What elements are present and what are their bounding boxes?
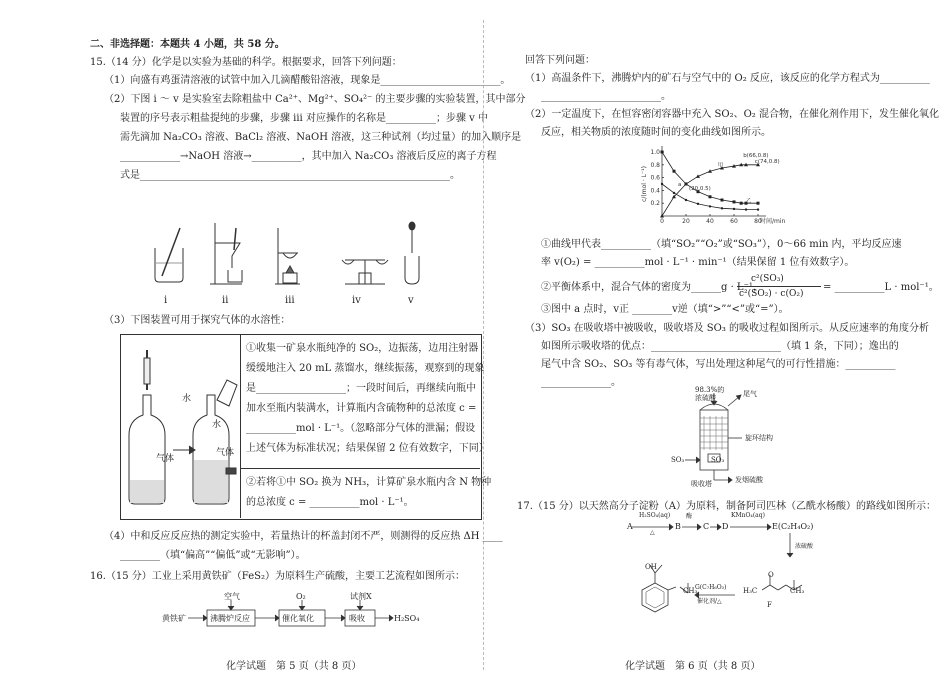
chart-y-tick-label: 1.0 bbox=[650, 149, 660, 156]
route-delta: △ bbox=[650, 529, 655, 536]
bottle-label-gas: 气体 bbox=[156, 454, 175, 464]
bottle-label-water: 水 bbox=[182, 394, 192, 404]
right-page bbox=[485, 0, 950, 688]
q16-part2-line2: 反应，相关物质的浓度随时间的变化曲线如图所示。 bbox=[541, 127, 771, 138]
q16-part3-line1: （3）SO₃ 在吸收塔中被吸收，吸收塔及 SO₃ 的吸收过程如图所示。从反应速率的角度分析 bbox=[525, 323, 930, 334]
box-line-4: 加水至瓶内装满水，计算瓶内含硫物种的总浓度 c = bbox=[246, 403, 477, 414]
chart-annotation: c(74,0.8) bbox=[754, 158, 780, 165]
chart-point bbox=[757, 202, 760, 205]
route-ch3: CH₃ bbox=[683, 587, 698, 595]
chart-point bbox=[673, 192, 675, 194]
flow-o2: O₂ bbox=[296, 592, 306, 601]
chart-annotation: b(66,0.8) bbox=[743, 152, 769, 159]
apparatus-label-2: ⅱ bbox=[222, 295, 229, 306]
q16-part2-a-line2: 率 v(O₂) = __________mol · L⁻¹ · min⁻¹（结果保留 1 位有效数字）。 bbox=[541, 257, 855, 268]
chart-y-tick-label: 0.6 bbox=[650, 174, 660, 182]
route-d: D bbox=[722, 522, 729, 531]
q15-part4-line1: （4）中和反应反应热的测定实验中，若量热计的杯盖封闭不严，则测得的反应热 ΔH ____ bbox=[104, 531, 503, 542]
route-r6: 催化剂/△ bbox=[697, 598, 722, 605]
q16-part2-b: ②平衡体系中，混合气体的密度为______g · L⁻¹， bbox=[541, 282, 763, 293]
page-footer-right: 化学试题 第 6 页（共 8 页） bbox=[625, 661, 761, 672]
q16-part1: （1）高温条件下，沸腾炉内的矿石与空气中的 O₂ 反应，该反应的化学方程式为__________ bbox=[525, 73, 930, 84]
bottle-label-gas2: 气体 bbox=[216, 448, 235, 458]
tower-label-so3-inner: SO₃ bbox=[711, 456, 725, 464]
q16-part3-line2: 如图所示吸收塔的优点：__________________________（填 1 条，下同）；逸出的 bbox=[541, 341, 899, 352]
chart-point bbox=[721, 207, 723, 209]
q16-part2-a-line1: ①曲线甲代表__________（填“SO₂”“O₂”或“SO₃”），0～66 min 内，平均反应速 bbox=[541, 239, 902, 250]
route-b: B bbox=[675, 522, 681, 531]
chart-point bbox=[709, 195, 712, 198]
chart-point bbox=[685, 199, 687, 201]
tower-label-bottom: 吸收塔 bbox=[691, 480, 712, 488]
chart-y-tick-label: 0.8 bbox=[650, 161, 660, 169]
tower-label-top2: 浓硫酸 bbox=[695, 394, 716, 402]
apparatus-label-4: ⅳ bbox=[352, 295, 361, 306]
flow-box1: 沸腾炉反应 bbox=[210, 614, 250, 623]
chart-point bbox=[661, 151, 664, 154]
q15-part2-line1: （2）下图 ⅰ ～ ⅴ 是实验室去除粗盐中 Ca²⁺、Mg²⁺、SO₄²⁻ 的主要步骤的实验装置，其中部分 bbox=[104, 94, 526, 105]
route-oh: OH bbox=[645, 563, 657, 571]
q16-part3-line4: ______________。 bbox=[541, 377, 621, 388]
tower-label-spiral: 旋环结构 bbox=[745, 434, 773, 442]
route-a: A bbox=[627, 522, 633, 531]
chart-y-label: c/(mol · L⁻¹) bbox=[641, 166, 648, 202]
q17-intro: 17.（15 分）以天然高分子淀粉（A）为原料，制备阿司匹林（乙酰水杨酸）的路线如图所示： bbox=[517, 501, 937, 512]
tower-label-top: 98.3%的 bbox=[695, 386, 725, 394]
chart-point bbox=[709, 205, 711, 207]
chart-x-tick-label: 20 bbox=[682, 218, 690, 225]
q15-part2-line4: ____________→NaOH 溶液→__________，其中加入 Na₂CO₃ 溶液后反应的离子方程 bbox=[120, 151, 497, 162]
chart-annotation: (20,0.5) bbox=[689, 186, 711, 192]
box-line-1: ①收集一矿泉水瓶纯净的 SO₂，边振荡，边用注射器 bbox=[246, 343, 479, 354]
q15-intro: 15.（14 分）化学是以实验为基础的科学。根据要求，回答下列问题： bbox=[90, 57, 402, 68]
flow-box2: 催化氧化 bbox=[282, 614, 314, 623]
q15-part3: （3）下图装置可用于探究气体的水溶性： bbox=[104, 315, 291, 326]
route-h3c: H₃C bbox=[743, 587, 758, 595]
box-line-7: ②若将①中 SO₂ 换为 NH₃，计算矿泉水瓶内含 N 物种 bbox=[246, 477, 492, 488]
box-inner-divider bbox=[240, 468, 480, 469]
answer-intro: 回答下列问题： bbox=[525, 55, 595, 66]
q16-intro: 16.（15 分）工业上采用黄铁矿（FeS₂）为原料生产硫酸，主要工艺流程如图所示： bbox=[90, 571, 465, 582]
fraction-numerator: c²(SO₃) bbox=[751, 274, 784, 284]
concentration-chart bbox=[640, 142, 790, 234]
route-r1: H₂SO₄(aq) bbox=[639, 512, 671, 519]
q16-part2-b-tail: = __________L · mol⁻¹。 bbox=[823, 282, 939, 293]
flow-end: H₂SO₄ bbox=[394, 614, 420, 623]
q16-part1-line2: ________________________。 bbox=[541, 91, 671, 102]
box-line-3: 是__________________；一段时间后，再继续向瓶中 bbox=[246, 383, 476, 394]
flow-box3: 吸收 bbox=[349, 614, 365, 623]
chart-x-tick-label: 80 bbox=[754, 218, 762, 225]
chart-annotation: 甲 bbox=[717, 162, 724, 169]
q16-part2-c: ③图中 a 点时，v正 ________v逆（填“>”“<”或“=”）。 bbox=[541, 304, 789, 315]
flow-air: 空气 bbox=[224, 592, 240, 601]
chart-point bbox=[757, 208, 759, 210]
chart-point bbox=[661, 183, 663, 185]
chart-annotation: a bbox=[678, 182, 682, 188]
route-r4: 浓硫酸 bbox=[795, 543, 814, 550]
apparatus-label-5: ⅴ bbox=[408, 295, 414, 306]
chart-point bbox=[740, 202, 743, 205]
chart-x-tick-label: 60 bbox=[730, 218, 738, 225]
chart-annotation: 乙 bbox=[746, 198, 752, 205]
q15-part2-line2: 装置的序号表示粗盐提纯的步骤，步骤 ⅲ 对应操作的名称是__________；步骤 ⅴ 中 bbox=[120, 113, 488, 124]
apparatus-label-3: ⅲ bbox=[285, 295, 295, 306]
chart-point bbox=[697, 203, 699, 205]
q15-part1: （1）向盛有鸡蛋清溶液的试管中加入几滴醋酸铅溶液，现象是________________________。 bbox=[104, 75, 511, 86]
q16-part2-line1: （2）一定温度下，在恒容密闭容器中充入 SO₂、O₂ 混合物，在催化剂作用下，发生催化氧化 bbox=[525, 109, 939, 120]
chart-x-tick-label: 0 bbox=[660, 218, 664, 225]
chart-x-tick-label: 40 bbox=[706, 218, 714, 225]
route-f: F bbox=[767, 601, 772, 609]
flow-reagent: 试剂X bbox=[350, 592, 372, 601]
q16-part3-line3: 尾气中含 SO₂、SO₃ 等有毒气体，写出处理这种尾气的可行性措施：__________ bbox=[541, 359, 896, 370]
flow-start: 黄铁矿 bbox=[162, 614, 186, 623]
tower-label-tail: 尾气 bbox=[743, 390, 757, 398]
page-footer-left: 化学试题 第 5 页（共 8 页） bbox=[226, 661, 362, 672]
route-r3: KMnO₄(aq) bbox=[731, 512, 765, 519]
bottle-label-water2: 水 bbox=[212, 420, 222, 430]
route-o: O bbox=[768, 571, 774, 579]
box-line-2: 缓缓地注入 20 mL 蒸馏水，继续振荡，观察到的现象 bbox=[246, 363, 485, 374]
chart-y-tick-label: 0.2 bbox=[650, 200, 660, 208]
box-line-5: __________mol · L⁻¹。（忽略部分气体的泄漏；假设 bbox=[246, 423, 476, 434]
chart-point bbox=[721, 199, 724, 202]
route-r5: G(C₇H₆O₃) bbox=[695, 584, 727, 591]
route-r2: 酶 bbox=[686, 513, 693, 520]
box-line-6: 上述气体为标准状况；结果保留 2 位有效数字，下同） bbox=[246, 443, 489, 454]
purification-apparatus bbox=[150, 218, 430, 298]
section-title: 二、非选择题：本题共 4 小题，共 58 分。 bbox=[90, 39, 285, 50]
apparatus-label-1: ⅰ bbox=[164, 295, 168, 306]
q15-part4-line2: ________（填“偏高”“偏低”或“无影响”）。 bbox=[120, 550, 306, 561]
route-c: C bbox=[703, 522, 710, 531]
tower-label-out: 发烟硫酸 bbox=[735, 476, 763, 484]
chart-point bbox=[673, 170, 676, 173]
page-divider bbox=[483, 20, 484, 670]
chart-y-tick-label: 0.4 bbox=[650, 187, 660, 195]
chart-point bbox=[733, 200, 736, 203]
box-line-8: 的总浓度 c = __________mol · L⁻¹。 bbox=[246, 497, 414, 508]
chart-x-label: 时间/min bbox=[760, 218, 786, 225]
route-e: E(C₂H₄O₂) bbox=[772, 522, 814, 531]
synthesis-route bbox=[620, 515, 880, 645]
fraction-denominator: c²(SO₂) · c(O₂) bbox=[739, 289, 804, 299]
chart-point bbox=[685, 183, 688, 186]
chart-point bbox=[745, 208, 747, 210]
tower-label-so3: SO₃ bbox=[671, 456, 685, 464]
q15-part2-line3: 需先滴加 Na₂CO₃ 溶液、BaCl₂ 溶液、NaOH 溶液，这三种试剂（均过量）的加入顺序是 bbox=[120, 132, 522, 143]
route-ch3-2: CH₃ bbox=[790, 587, 805, 595]
chart-point bbox=[733, 208, 735, 210]
q15-part2-line5: 式是______________________________________________________________。 bbox=[120, 170, 460, 181]
